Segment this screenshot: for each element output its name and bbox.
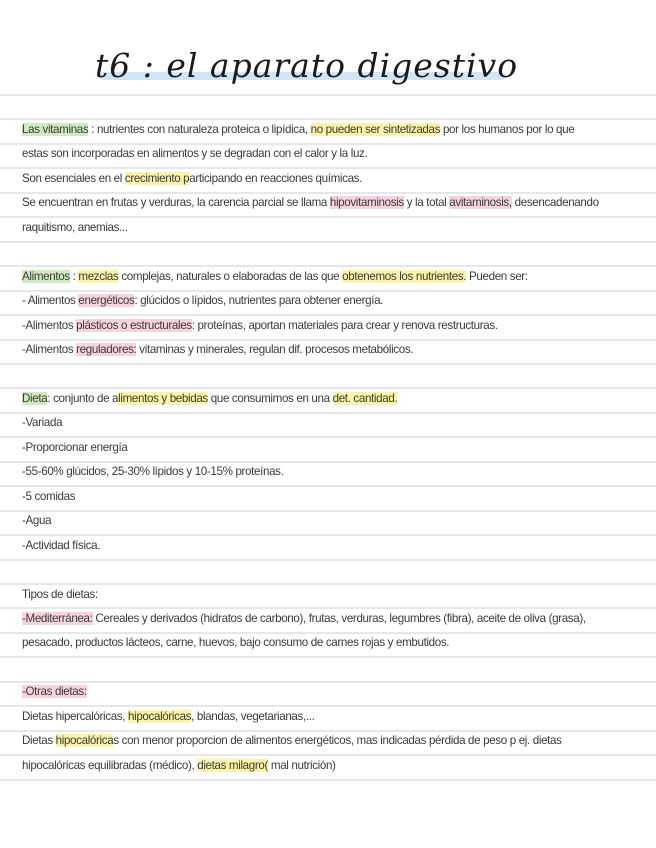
highlighted-text: avitaminosis, xyxy=(449,196,512,210)
text-line xyxy=(22,416,62,429)
ruled-line xyxy=(0,583,656,585)
text-segment: raquitismo, anemias... xyxy=(22,220,128,234)
highlighted-text: energéticos xyxy=(78,294,135,308)
ruled-line xyxy=(0,314,656,316)
text-line xyxy=(22,319,498,332)
text-segment: estas son incorporadas en alimentos y se degradan con el calor y la luz. xyxy=(22,147,368,161)
ruled-line xyxy=(0,656,656,658)
ruled-line xyxy=(0,607,656,609)
text-line xyxy=(22,636,449,649)
text-segment: que consumimos en una xyxy=(207,391,333,405)
highlighted-text: plásticos o estructurales xyxy=(76,318,192,332)
text-segment: hipocalóricas equilibradas (médico), xyxy=(22,758,198,772)
text-segment: : proteínas, aportan materiales para crear y renova restructuras. xyxy=(191,318,498,332)
text-segment: desencadenando xyxy=(511,196,599,210)
text-line xyxy=(22,294,383,307)
text-segment: -Alimentos xyxy=(22,343,77,357)
text-line xyxy=(22,612,586,625)
ruled-line xyxy=(0,363,656,365)
highlighted-text: reguladores: xyxy=(76,343,137,357)
text-line xyxy=(22,123,574,136)
ruled-line xyxy=(0,559,656,561)
highlighted-text: hipocalórica xyxy=(55,734,114,748)
text-segment: complejas, naturales o elaboradas de las que xyxy=(118,269,343,283)
text-segment: por los humanos por lo que xyxy=(440,123,575,136)
highlighted-text: det. cantidad. xyxy=(332,391,398,405)
text-segment: Dietas hipercalóricas, xyxy=(22,709,129,723)
ruled-line xyxy=(0,339,656,341)
text-segment: -Alimentos xyxy=(22,318,77,332)
text-line xyxy=(22,710,314,723)
highlighted-text: -Otras dietas: xyxy=(22,685,87,699)
text-segment: -5 comidas xyxy=(22,489,76,503)
ruled-line xyxy=(0,705,656,707)
text-segment: Se encuentran en frutas y verduras, la carencia parcial se llama xyxy=(22,196,330,210)
highlighted-text: mezclas xyxy=(78,269,119,283)
text-segment: mal nutrición) xyxy=(268,758,336,772)
text-segment: : nutrientes con naturaleza proteica o lipídica, xyxy=(88,123,311,136)
ruled-line xyxy=(0,192,656,194)
highlighted-text: dietas milagro( xyxy=(197,758,269,772)
ruled-line xyxy=(0,534,656,536)
text-segment: Cereales y derivados (hidratos de carbono), frutas, verduras, legumbres (fibra), aceite de oliva (grasa), xyxy=(92,612,586,625)
text-segment: -55-60% glúcidos, 25-30% lípidos y 10-15% proteínas. xyxy=(22,465,284,479)
text-segment: - Alimentos xyxy=(22,294,79,308)
text-line xyxy=(22,465,284,478)
text-line xyxy=(22,514,51,527)
text-segment: Son esenciales en el xyxy=(22,171,125,185)
ruled-line xyxy=(0,779,656,781)
ruled-line xyxy=(0,167,656,169)
text-line xyxy=(22,490,75,503)
text-segment: -Variada xyxy=(22,416,63,430)
ruled-line xyxy=(0,485,656,487)
text-line xyxy=(22,759,336,772)
text-line xyxy=(22,734,562,747)
text-segment: -Agua xyxy=(22,514,52,528)
text-line xyxy=(22,196,599,209)
text-line xyxy=(22,343,413,356)
ruled-line xyxy=(0,387,656,389)
text-line xyxy=(22,441,127,454)
highlighted-text: obtenemos los nutrientes. xyxy=(342,269,467,283)
text-segment: : xyxy=(69,269,79,283)
text-segment: -Proporcionar energía xyxy=(22,440,128,454)
ruled-line xyxy=(0,94,656,96)
ruled-line xyxy=(0,412,656,414)
ruled-line xyxy=(0,510,656,512)
highlighted-text: hipocalóricas xyxy=(128,709,192,723)
ruled-line xyxy=(0,265,656,267)
text-line xyxy=(22,685,87,698)
text-segment: Dietas xyxy=(22,734,56,748)
ruled-line xyxy=(0,730,656,732)
text-segment: y la total xyxy=(403,196,450,210)
page-title: t6 : el aparato digestivo xyxy=(95,46,519,85)
text-segment: pesacado, productos lácteos, carne, huevos, bajo consumo de carnes rojas y embutidos. xyxy=(22,636,450,650)
highlighted-text: Alimentos xyxy=(22,269,70,283)
ruled-line xyxy=(0,241,656,243)
ruled-line xyxy=(0,118,656,120)
text-segment: vitaminas y minerales, regulan dif. procesos metabólicos. xyxy=(136,343,414,357)
text-segment: : conjunto de a xyxy=(47,391,119,405)
text-line xyxy=(22,147,367,160)
ruled-line xyxy=(0,681,656,683)
text-segment: Pueden ser: xyxy=(466,269,528,283)
text-line xyxy=(22,392,397,405)
highlighted-text: -Mediterránea: xyxy=(22,612,93,625)
text-segment: s con menor proporcion de alimentos energéticos, mas indicadas pérdida de peso p ej. dietas xyxy=(113,734,562,748)
ruled-line xyxy=(0,290,656,292)
text-line xyxy=(22,588,98,601)
highlighted-text: no pueden ser sintetizadas xyxy=(310,123,441,136)
text-segment: : glúcidos o lípidos, nutrientes para obtener energía. xyxy=(134,294,384,308)
text-segment: Tipos de dietas: xyxy=(22,587,98,601)
text-segment: , blandas, vegetarianas,... xyxy=(191,709,315,723)
highlighted-text: limentos y bebidas xyxy=(118,391,208,405)
ruled-line xyxy=(0,216,656,218)
highlighted-text: crecimiento p xyxy=(124,171,190,185)
ruled-line xyxy=(0,632,656,634)
text-line xyxy=(22,221,128,234)
ruled-line xyxy=(0,143,656,145)
text-segment: articipando en reacciones químicas. xyxy=(189,171,362,185)
highlighted-text: hipovitaminosis xyxy=(329,196,404,210)
highlighted-text: Dieta xyxy=(22,391,48,405)
highlighted-text: Las vitaminas xyxy=(22,123,89,136)
text-line xyxy=(22,539,100,552)
ruled-line xyxy=(0,436,656,438)
text-line xyxy=(22,270,528,283)
text-line xyxy=(22,172,362,185)
ruled-line xyxy=(0,461,656,463)
text-segment: -Actividad física. xyxy=(22,538,101,552)
ruled-line xyxy=(0,754,656,756)
